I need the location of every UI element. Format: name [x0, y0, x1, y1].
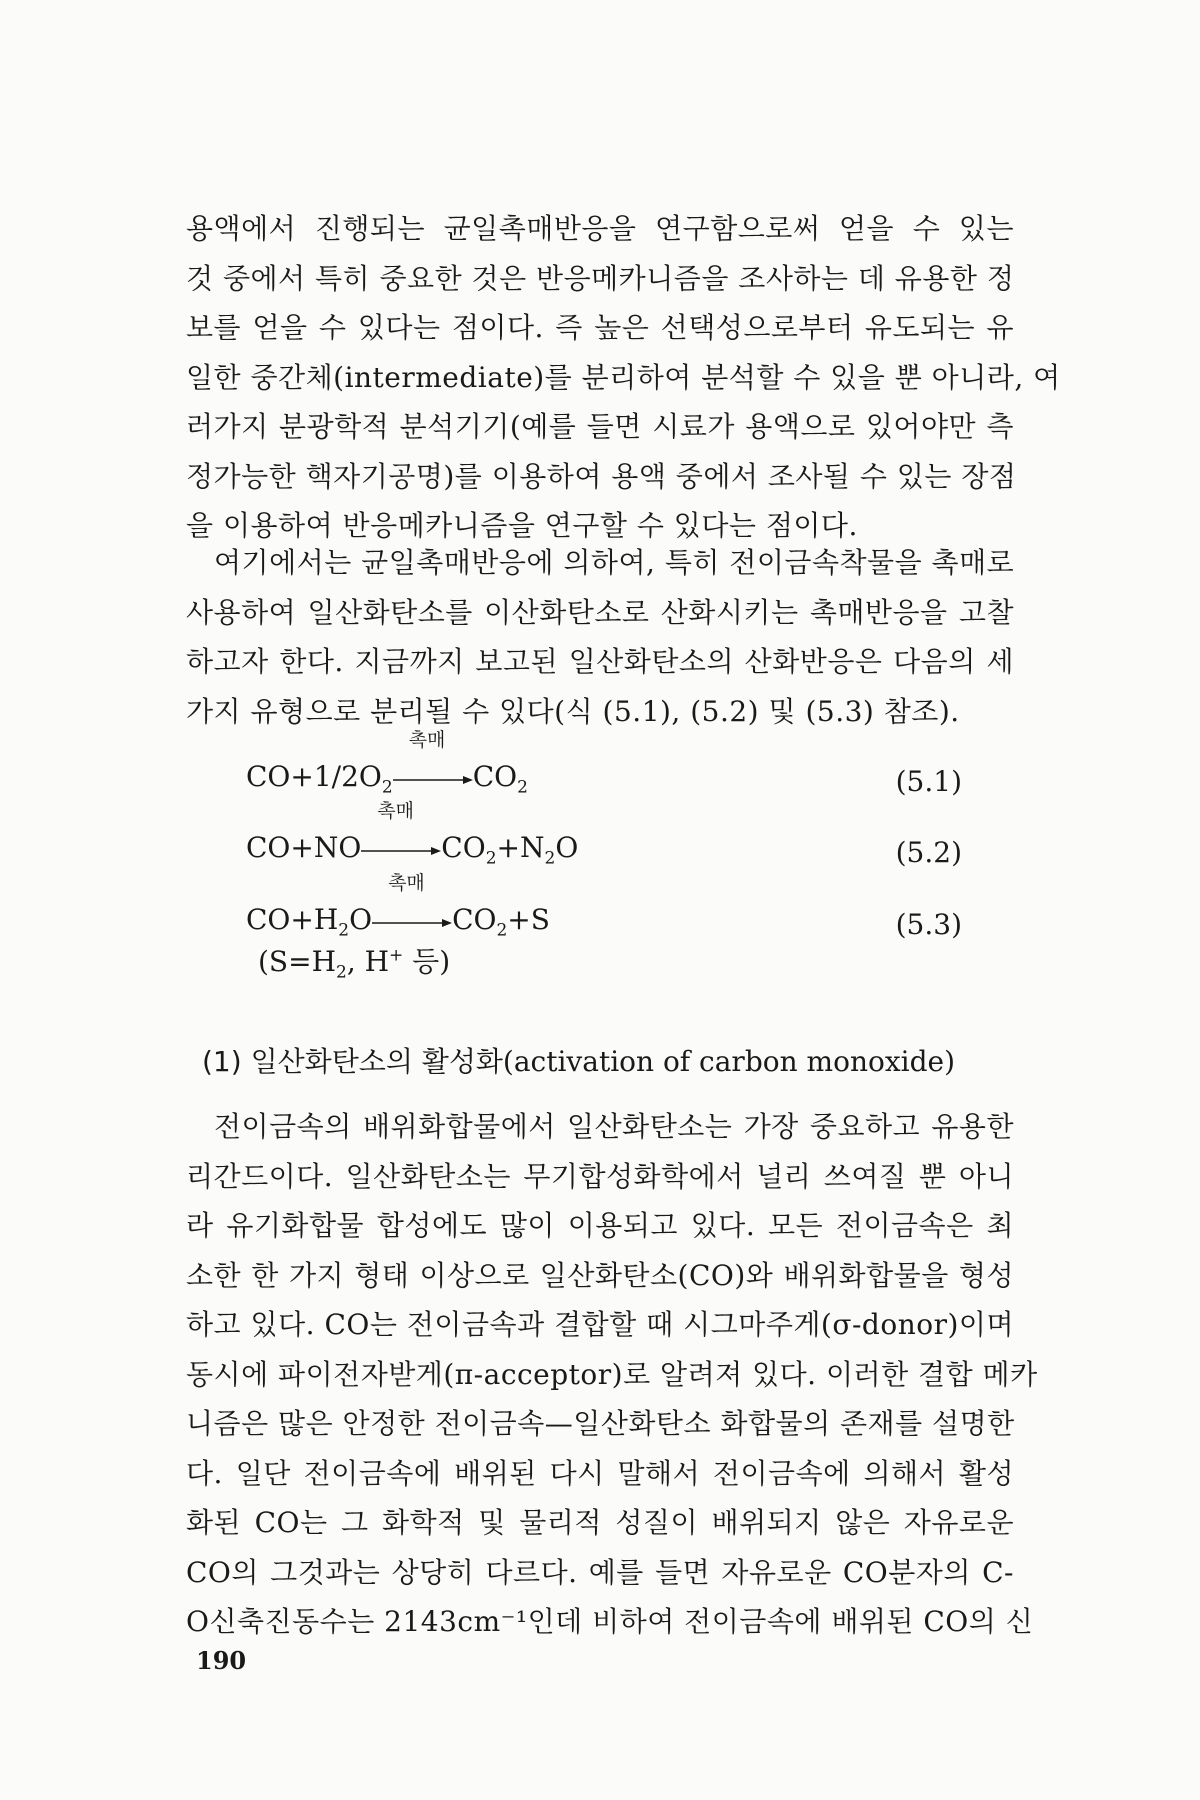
page-number: 190 [196, 1646, 247, 1675]
reaction-arrow [361, 799, 441, 864]
arrow-right-icon [393, 775, 473, 785]
text-line: 하고 있다. CO는 전이금속과 결합할 때 시그마주게(σ-donor)이며 [186, 1308, 1014, 1341]
text-line: 사용하여 일산화탄소를 이산화탄소로 산화시키는 촉매반응을 고찰 [186, 595, 1014, 629]
section-number: (1) [202, 1045, 242, 1078]
equation-5-2 [246, 799, 1014, 869]
product: O [555, 831, 579, 865]
paragraph-1 [186, 204, 1061, 551]
text-line: 라 유기화합물 합성에도 많이 이용되고 있다. 모든 전이금속은 최 [186, 1209, 1014, 1242]
text-line: O신축진동수는 2143cm⁻¹인데 비하여 전이금속에 배위된 CO의 신 [186, 1605, 1034, 1638]
section-heading [202, 1040, 955, 1080]
text-line: 가지 유형으로 분리될 수 있다(식 (5.1), (5.2) 및 (5.3) 참조). [186, 694, 960, 728]
text-line: 동시에 파이전자받게(π-acceptor)로 알려져 있다. 이러한 결합 메카 [186, 1357, 1038, 1391]
subscript: 2 [381, 778, 393, 798]
text-line: 러가지 분광학적 분석기기(예를 들면 시료가 용액으로 있어야만 측 [186, 410, 1014, 443]
product: CO [441, 831, 486, 865]
reaction-arrow [393, 728, 473, 793]
subscript: 2 [485, 849, 497, 869]
note-text: 등) [403, 945, 451, 978]
subscript: 2 [335, 962, 347, 983]
paragraph-2 [186, 538, 1014, 736]
reactants: CO+H [246, 903, 339, 937]
subscript: 2 [517, 778, 528, 798]
text-line: 다. 일단 전이금속에 배위된 다시 말해서 전이금속에 의해서 활성 [186, 1456, 1014, 1490]
subscript: 2 [544, 849, 556, 869]
note-text: , H [346, 945, 390, 978]
text-line: CO의 그것과는 상당히 다르다. 예를 들면 자유로운 CO분자의 C- [186, 1555, 1014, 1589]
text-line: 전이금속의 배위화합물에서 일산화탄소는 가장 중요하고 유용한 [214, 1110, 1014, 1143]
superscript: + [389, 945, 404, 966]
text-line: 일한 중간체(intermediate)를 분리하여 분석할 수 있을 뿐 아니라, 여 [186, 360, 1061, 394]
text-line: 소한 한 가지 형태 이상으로 일산화탄소(CO)와 배위화합물을 형성 [186, 1258, 1014, 1292]
text-line: 니즘은 많은 안정한 전이금속—일산화탄소 화합물의 존재를 설명한 [186, 1407, 1015, 1440]
product: CO [472, 760, 518, 794]
subscript: 2 [496, 921, 508, 941]
text-line: 것 중에서 특히 중요한 것은 반응메카니즘을 조사하는 데 유용한 정 [186, 261, 1015, 295]
subscript: 2 [338, 921, 350, 941]
text-line: 용액에서 진행되는 균일촉매반응을 연구함으로써 얻을 수 있는 [186, 212, 1014, 245]
text-line: 리간드이다. 일산화탄소는 무기합성화학에서 널리 쓰여질 뿐 아니 [186, 1159, 1014, 1193]
reactants: O [349, 903, 373, 937]
equation-formula [246, 728, 528, 798]
section-title-ko: 일산화탄소의 활성화 [250, 1045, 503, 1078]
reactants: CO+1/2O [246, 760, 382, 794]
equation-formula [246, 799, 579, 869]
equation-number: (5.3) [895, 908, 962, 941]
arrow-right-icon [361, 846, 441, 856]
equation-formula [246, 871, 550, 941]
catalyst-label: 촉매 [377, 799, 415, 822]
reactants: CO+NO [246, 831, 362, 865]
equation-note [258, 940, 450, 983]
equation-5-3 [246, 871, 1014, 941]
section-title-en: (activation of carbon monoxide) [502, 1045, 955, 1078]
note-text: (S=H [258, 945, 336, 978]
equation-number: (5.2) [895, 836, 962, 869]
text-line: 화된 CO는 그 화학적 및 물리적 성질이 배위되지 않은 자유로운 [186, 1506, 1014, 1539]
product: CO [452, 903, 497, 937]
equation-5-1 [246, 728, 1014, 798]
text-line: 보를 얻을 수 있다는 점이다. 즉 높은 선택성으로부터 유도되는 유 [186, 311, 1014, 344]
reaction-arrow [372, 871, 452, 936]
text-line: 여기에서는 균일촉매반응에 의하여, 특히 전이금속착물을 촉매로 [214, 546, 1015, 579]
equation-number: (5.1) [895, 765, 962, 798]
catalyst-label: 촉매 [408, 728, 446, 751]
arrow-right-icon [372, 918, 452, 928]
text-line: 정가능한 핵자기공명)를 이용하여 용액 중에서 조사될 수 있는 장점 [186, 459, 1017, 493]
paragraph-3 [186, 1102, 1038, 1647]
catalyst-label: 촉매 [388, 871, 425, 894]
text-line: 하고자 한다. 지금까지 보고된 일산화탄소의 산화반응은 다음의 세 [186, 645, 1014, 678]
text-line: 을 이용하여 반응메카니즘을 연구할 수 있다는 점이다. [186, 509, 858, 542]
product: +S [507, 903, 550, 937]
product: +N [496, 831, 545, 865]
